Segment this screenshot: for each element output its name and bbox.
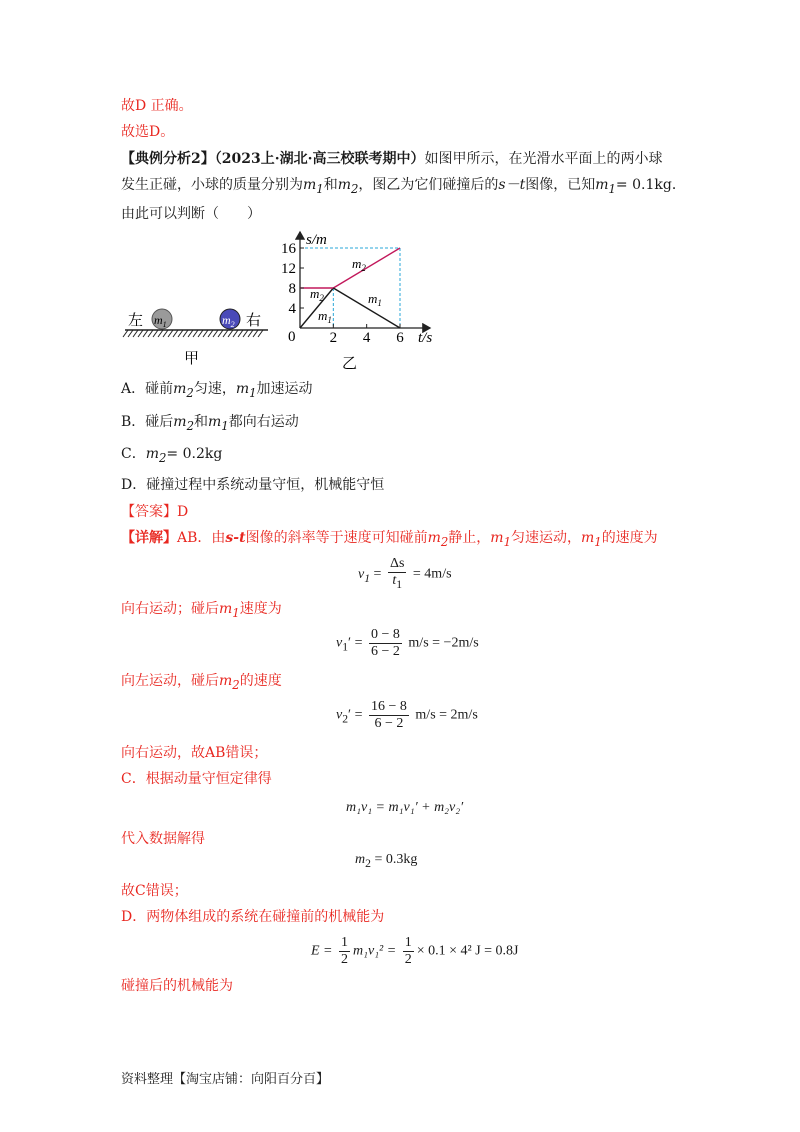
detail-tag: 【详解】 [121,530,177,546]
hatch-stroke [198,330,203,337]
hatch-stroke [248,330,253,337]
detail-line-2: 向右运动；碰后$m_1$速度为 [121,601,282,620]
sub: 2 [186,385,194,400]
equation-momentum: m₁v₁ = m₁v₁′ + m₂v₂′ [346,800,464,815]
hatch-stroke [213,330,218,337]
problem-text-2d: 图像，已知 [525,177,596,193]
detail-line-4: 向右运动，故AB错误； [121,745,268,761]
var-m1: $m_1$ [490,530,511,549]
option-a-label: A．碰前 [121,381,174,397]
problem-text-1: 如图甲所示，在光滑水平面上的两小球 [424,151,663,167]
hatch-stroke [228,330,233,337]
hatch-stroke [218,330,223,337]
sub: 1 [221,418,229,433]
detail-st: s-t [225,530,246,546]
caption-yi: 乙 [342,356,358,372]
problem-line-1 [121,149,662,169]
hatch-stroke [153,330,158,337]
var-m1: $m_1$ [595,177,616,196]
var-m1: $m_1$ [580,530,602,549]
y-tick-label: 8 [288,281,296,297]
problem-text-2c: ，图乙为它们碰撞后的 [358,177,499,193]
detail-line-1 [121,528,658,552]
ground-hatch [123,330,263,337]
curve-label-m2-after: $m_2$ [352,256,366,273]
problem-text-2b: 和 [323,177,338,193]
y-tick-label: 4 [288,301,296,317]
detail-text: 图像的斜率等于速度可知碰前 [245,530,428,546]
detail-line-5: C．根据动量守恒定律得 [121,771,272,787]
sub: 1 [316,181,324,196]
hatch-stroke [123,330,128,337]
var-m1: $m_1$ [235,381,257,400]
hatch-stroke [163,330,168,337]
equation-v1: $v_1$ = $\frac{\Delta s}{t_1}$ = 4m/s [358,556,452,591]
hatch-stroke [143,330,148,337]
hatch-stroke [208,330,213,337]
problem-text-2a: 发生正碰，小球的质量分别为 [121,177,303,193]
var-m2: $m_2$ [427,530,449,549]
option-a-end: 加速运动 [256,381,313,397]
detail-text: 静止， [448,530,491,546]
equation-v2-prime: $v_2'$ = $\frac{16 - 8}{6 - 2}$ m/s = 2m/s [336,699,478,731]
sub: 2 [186,418,194,433]
hatch-stroke [183,330,188,337]
label-right: 右 [246,313,262,329]
hatch-stroke [173,330,178,337]
var-m1: $m_1$ [208,414,229,433]
hatch-stroke [133,330,138,337]
series-line-3 [333,288,400,328]
detail-text: AB．由 [177,530,226,546]
sub: 1 [608,181,616,196]
option-b-label: B．碰后 [121,414,174,430]
x-axis-label: t/s [418,330,433,346]
option-d: D．碰撞过程中系统动量守恒，机械能守恒 [121,477,385,493]
hatch-stroke [243,330,248,337]
detail-line-3: 向左运动，碰后$m_2$的速度 [121,673,282,692]
option-a [121,379,313,403]
y-axis-label: s/m [306,232,327,248]
detail-line-6: 代入数据解得 [121,831,205,847]
problem-source: （2023上·湖北·高三校联考期中） [214,151,425,167]
option-b-end: 都向右运动 [228,414,299,430]
option-c-label: C． [121,446,146,462]
ball-m2-label: $m_2$ [222,313,235,329]
y-tick-label: 16 [281,241,296,257]
caption-jia: 甲 [184,351,200,367]
option-b-mid: 和 [194,414,208,430]
hatch-stroke [188,330,193,337]
hatch-stroke [178,330,183,337]
equation-v1-prime: $v_1'$ = $\frac{0 - 8}{6 - 2}$ m/s = −2m/s [336,627,479,659]
option-b [121,412,299,436]
var-m1: $m_1$ [303,177,324,196]
curve-label-m1-after: $m_1$ [368,291,382,308]
detail-line-7: 故C错误； [121,883,188,899]
detail-text: 匀速运动， [510,530,581,546]
series-line-2 [333,248,400,288]
st-chart [278,228,448,373]
dot: ． [671,177,686,193]
curve-label-m1-before: $m_1$ [318,308,332,325]
hatch-stroke [193,330,198,337]
st-symbol: s－t [498,177,526,193]
line-conclusion-d: 故D 正确。 [121,98,193,114]
var-m2: $m_2$ [173,381,194,400]
hatch-stroke [223,330,228,337]
option-a-mid: 匀速， [193,381,236,397]
hatch-stroke [158,330,163,337]
label-left: 左 [128,313,144,329]
hatch-stroke [203,330,208,337]
problem-line-2 [121,175,686,199]
equation-energy: E = $\frac{1}{2}$ m₁v₁² = $\frac{1}{2}$ × 0.1 × 4² J = 0.8J [311,935,519,967]
hatch-stroke [238,330,243,337]
hatch-stroke [138,330,143,337]
hatch-stroke [128,330,133,337]
line-choose-d: 故选D。 [121,124,175,140]
option-c [121,444,222,468]
ball-m1-label: $m_1$ [154,313,167,329]
sub: 2 [159,450,167,465]
sub: 1 [249,385,257,400]
y-tick-label: 12 [281,261,296,277]
given-mass: = 0.1kg [615,177,672,193]
hatch-stroke [253,330,258,337]
var-m2: $m_2$ [173,414,194,433]
curve-label-m2-before: $m_2$ [310,286,324,303]
x-tick-label: 2 [329,330,338,346]
answer: 【答案】D [121,504,189,520]
equation-m2: $m_2 = 0.3kg$ [355,852,418,870]
x-tick-label: 4 [362,330,371,346]
detail-line-9: 碰撞后的机械能为 [121,978,233,994]
hatch-stroke [233,330,238,337]
figure-jia [120,295,270,370]
origin-label: 0 [288,329,296,345]
sub: 2 [350,181,359,196]
var-m2: $m_2$ [145,446,167,465]
var-m2: $m_2$ [337,177,359,196]
problem-line-3: 由此可以判断（ ） [121,206,261,222]
hatch-stroke [168,330,173,337]
problem-tag: 【典例分析2】 [121,151,215,167]
footer-source: 资料整理【淘宝店铺：向阳百分百】 [121,1072,330,1087]
option-c-value: = 0.2kg [166,446,223,462]
x-tick-label: 6 [396,330,404,346]
detail-line-8: D．两物体组成的系统在碰撞前的机械能为 [121,909,385,925]
hatch-stroke [148,330,153,337]
detail-text: 的速度为 [601,530,658,546]
hatch-stroke [258,330,263,337]
